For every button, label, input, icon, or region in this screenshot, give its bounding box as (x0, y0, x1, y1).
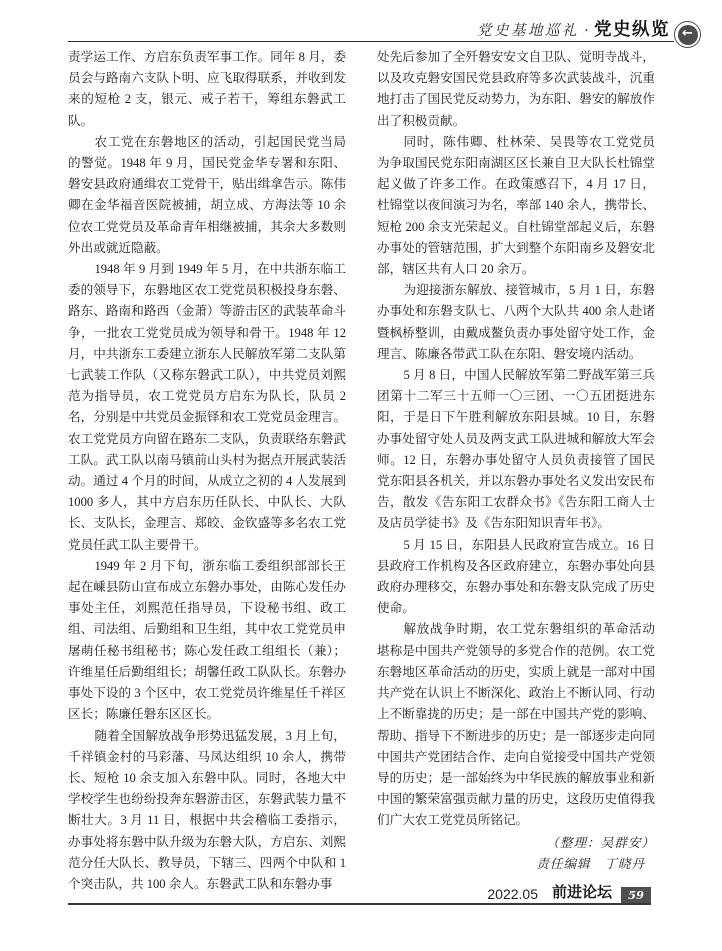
back-arrow-inner-circle (678, 25, 698, 45)
paragraph: 农工党在东磐地区的活动，引起国民党当局的警觉。1948 年 9 月，国民党金华专署和东阳、磐安县政府通缉农工党骨干，贴出缉拿告示。陈伟卿在金华福音医院被捕，胡立成、方海法等 10 余位农工党党员及革命青年相继被捕，其余大多数则外出或就近隐蔽。 (68, 134, 346, 255)
compiler-credit: （整理：吴群安） (546, 834, 655, 850)
back-arrow-circle-icon (674, 21, 701, 48)
header-rule (68, 41, 674, 42)
paragraph: 同时，陈伟卿、杜林荣、吴畏等农工党党员为争取国民党东阳南湖区区长兼自卫大队长杜锦堂起义做了许多工作。在政策感召下，4 月 17 日，杜锦堂以夜间演习为名，率部 140 余人，携带长、短枪 200 余支光荣起义。自杜锦堂部起义后，东磐办事处的管辖范围，扩大到整个东阳南乡及磐安北部，辖区共有人口 20 余万。 (377, 134, 655, 277)
left-arrow-glyph: ← (682, 26, 693, 41)
paragraph: 责学运工作、方启东负责军事工作。同年 8 月，委员会与路南六支队卜明、应飞取得联系，并收到发来的短枪 2 支，银元、戒子若干，筹组东磐武工队。 (68, 50, 346, 128)
paragraph: 处先后参加了全歼磐安安文自卫队、觉明寺战斗，以及攻克磐安国民党县政府等多次武装战斗，沉重地打击了国民党反动势力，为东阳、磐安的解放作出了积极贡献。 (377, 50, 655, 128)
section-title: 党史纵览 (594, 19, 670, 39)
page-number-badge: 59 (621, 887, 651, 903)
page-header (477, 16, 670, 41)
editor-credit: 责任编辑 丁晓丹 (536, 855, 645, 871)
left-column (68, 47, 346, 895)
right-column (377, 47, 655, 874)
paragraph: 为迎接浙东解放、接管城市，5 月 1 日，东磐办事处和东磐支队七、八两个大队共 400 余人赴诸暨枫桥整训，由戴成鳌负责办事处留守处工作，金理言、陈廉各带武工队在东阳、磐安境内活动。 (377, 283, 655, 361)
journal-name: 前进论坛 (551, 885, 612, 901)
page-footer (487, 884, 651, 903)
paragraph: 5 月 8 日，中国人民解放军第二野战军第三兵团第十二军三十五师一〇三团、一〇五团挺进东阳，于是日下午胜利解放东阳县城。10 日，东磐办事处留守处人员及两支武工队进城和解放大军会师。12 日，东磐办事处留守人员负责接管了国民党东阳县各机关，并以东磐办事处名义发出安民布告，散发《告东阳工农群众书》《告东阳工商人士及店员学徒书》及《告东阳知识青年书》。 (377, 368, 655, 531)
series-title: 党史基地巡礼 (477, 23, 579, 39)
paragraph: 5 月 15 日，东阳县人民政府宣告成立。16 日县政府工作机构及各区政府建立，东磐办事处向县政府办理移交，东磐办事处和东磐支队完成了历史使命。 (377, 537, 655, 616)
issue-number: 2022.05 (487, 886, 538, 902)
separator-dot: · (584, 23, 589, 39)
paragraph: 解放战争时期，农工党东磐组织的革命活动堪称是中国共产党领导的多党合作的范例。农工党东磐地区革命活动的历史，实质上就是一部对中国共产党在认识上不断深化、政治上不断认同、行动上不断靠拢的历史；是一部在中国共产党的影响、帮助、指导下不断进步的历史；是一部逐步走向同中国共产党团结合作、走向自觉接受中国共产党领导的历史；是一部始终为中华民族的解放事业和新中国的繁荣富强贡献力量的历史，这段历史值得我们广大农工党党员所铭记。 (377, 622, 655, 828)
paragraph: 随着全国解放战争形势迅猛发展，3 月上旬，千祥镇金村的马彩藩、马凤达组织 10 余人，携带长、短枪 10 余支加入东磐中队。同时，各地大中学校学生也纷纷投奔东磐游击区，东磐武装力量不断壮大。3 月 11 日，根据中共会稽临工委指示，办事处将东磐中队升级为东磐大队，方启东、刘熙范分任大队长、教导员，下辖三、四两个中队和 1 个突击队，共 100 余人。东磐武工队和东磐办事 (68, 728, 346, 891)
paragraph: 1948 年 9 月到 1949 年 5 月，在中共浙东临工委的领导下，东磐地区农工党党员积极投身东磐、路东、路南和路西（金萧）等游击区的武装革命斗争，一批农工党党员成为领导和骨干。1948 年 12 月，中共浙东工委建立浙东人民解放军第二支队第七武装工作队（又称东磐武工队），中共党员刘熙范为指导员，农工党党员方启东为队长，队员 2 名，分别是中共党员金振铎和农工党党员金理言。农工党党员方向留在路东二支队，负责联络东磐武工队。武工队以南马镇前山头村为据点开展武装活动。通过 4 个月的时间，从成立之初的 4 人发展到 1000 多人，其中方启东历任队长、中队长、大队长、支队长，金理言、郑皎、金钦盛等多名农工党党员任武工队主要骨干。 (68, 262, 346, 552)
footer-rule (68, 903, 651, 905)
paragraph: 1949 年 2 月下旬，浙东临工委组织部部长王起在嵊县防山宣布成立东磐办事处，由陈心发任办事处主任，刘熙范任指导员，下设秘书组、政工组、司法组、后勤组和卫生组，其中农工党党员申屠萌任秘书组秘书；陈心发任政工组组长（兼）；许维星任后勤组组长；胡馨任政工队队长。东磐办事处下设的 3 个区中，农工党党员许维星任千祥区区长；陈廉任磐东区区长。 (68, 558, 346, 722)
